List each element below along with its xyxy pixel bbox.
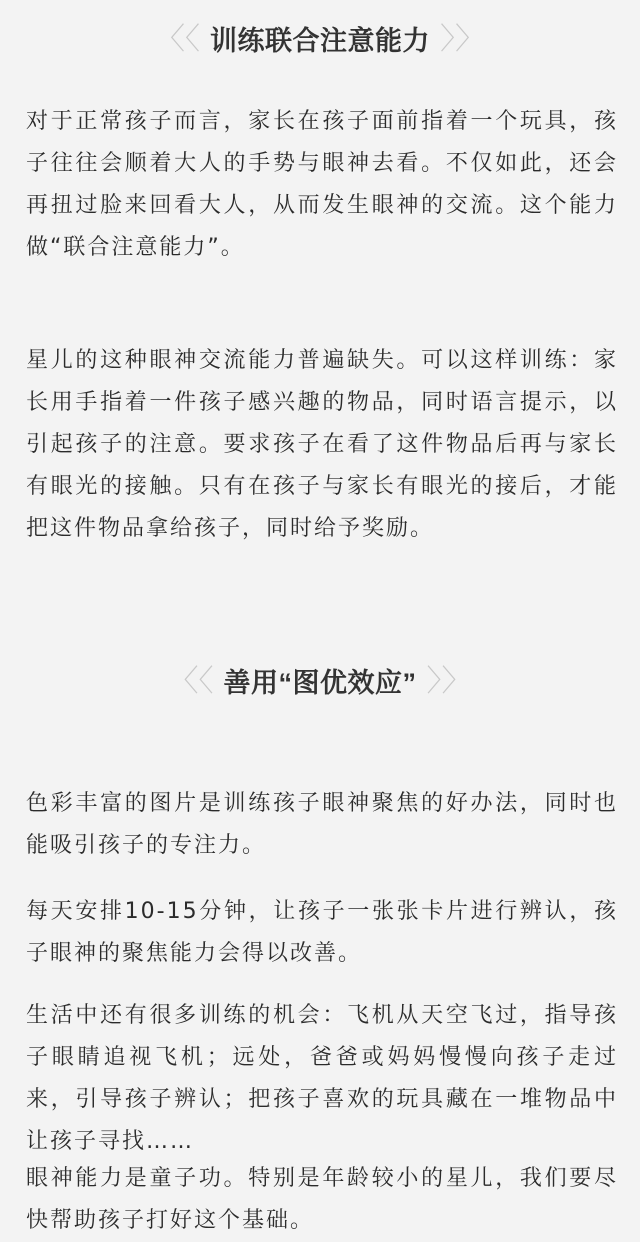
- chevron-left-icon: 〈〈: [155, 22, 200, 57]
- section-title-1: 训练联合注意能力: [210, 25, 430, 56]
- chevron-left-icon: 〈〈: [168, 664, 214, 699]
- paragraph-joint-attention-intro: 对于正常孩子而言，家长在孩子面前指着一个玩具，孩子往往会顺着大人的手势与眼神去看。不仅如此，还会再扭过脸来回看大人，从而发生眼神的交流。这个能力做“联合注意能力”。: [26, 109, 618, 260]
- paragraph-daily-life-opportunities: 生活中还有很多训练的机会：飞机从天空飞过，指导孩子眼睛追视飞机；远处，爸爸或妈妈慢慢向孩子走过来，引导孩子辨认；把孩子喜欢的玩具藏在一堆物品中让孩子寻找……: [26, 1003, 618, 1154]
- paragraph-daily-cards: 每天安排10-15分钟，让孩子一张张卡片进行辨认，孩子眼神的聚焦能力会得以改善。: [26, 899, 618, 966]
- paragraph-joint-attention-training: 星儿的这种眼神交流能力普遍缺失。可以这样训练：家长用手指着一件孩子感兴趣的物品，同时语言提示，以引起孩子的注意。要求孩子在看了这件物品后再与家长有眼光的接触。只有在孩子与家长有眼光的接后，才能把这件物品拿给孩子，同时给予奖励。: [26, 348, 618, 541]
- section-heading-1: [0, 18, 640, 58]
- paragraph-early-foundation: 眼神能力是童子功。特别是年龄较小的星儿，我们要尽快帮助孩子打好这个基础。: [26, 1166, 618, 1233]
- chevron-right-icon: 〉〉: [426, 664, 472, 699]
- section-title-2: 善用“图优效应”: [223, 667, 417, 698]
- section-heading-2: [0, 660, 640, 700]
- paragraph-colorful-pictures: 色彩丰富的图片是训练孩子眼神聚焦的好办法，同时也能吸引孩子的专注力。: [26, 791, 618, 858]
- chevron-right-icon: 〉〉: [440, 22, 485, 57]
